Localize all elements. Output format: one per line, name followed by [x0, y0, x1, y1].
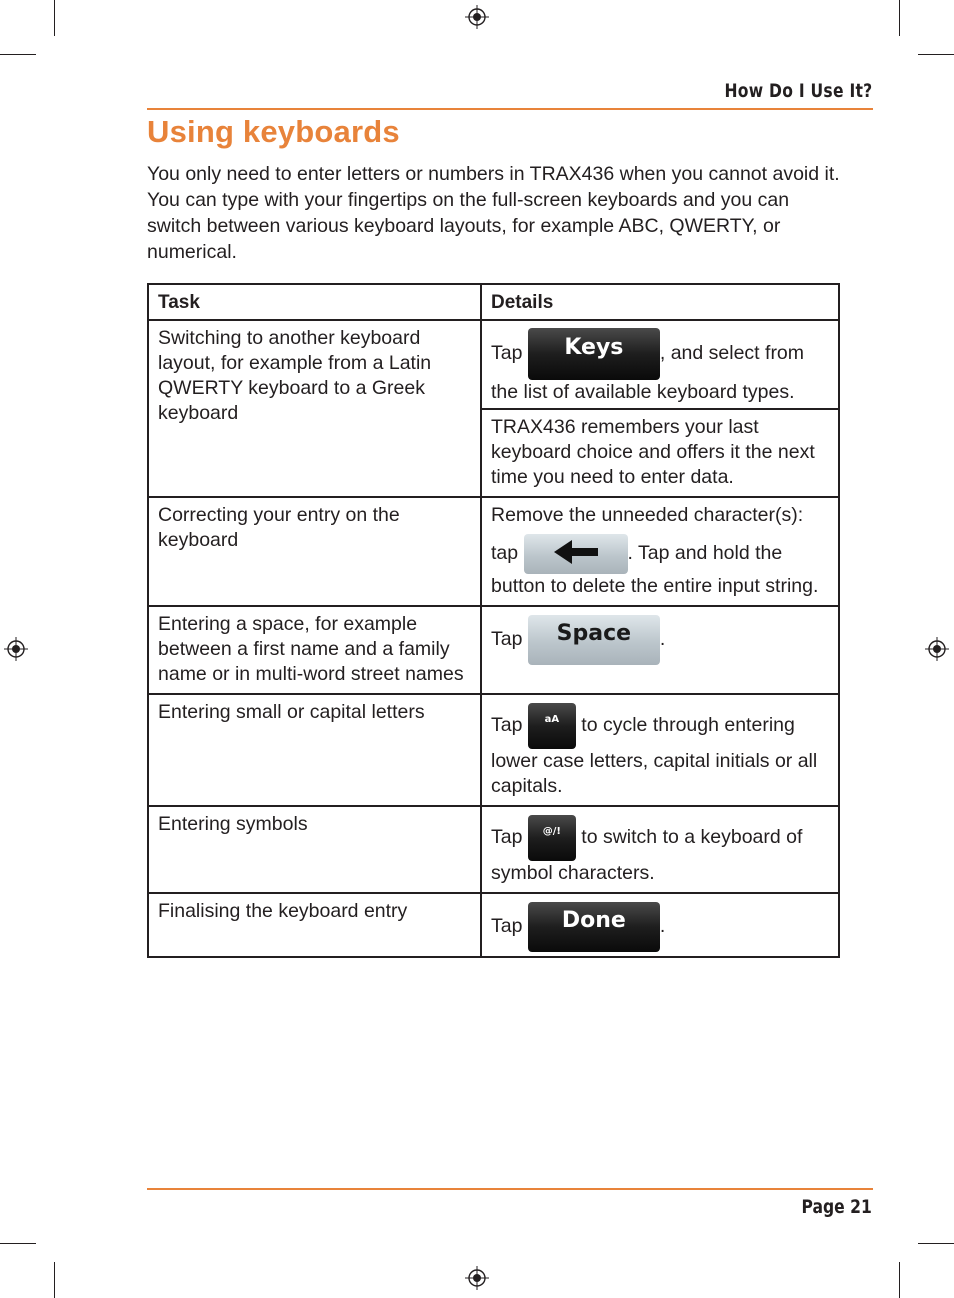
- crop-mark: [899, 1262, 900, 1298]
- registration-crosshair-icon: [465, 5, 489, 29]
- details-cell: Tap Done .: [481, 893, 839, 957]
- crop-mark: [54, 0, 55, 36]
- crop-mark: [918, 54, 954, 55]
- left-arrow-icon: [524, 534, 628, 574]
- keys-button: Keys: [528, 328, 660, 380]
- intro-paragraph: You only need to enter letters or numbers in TRAX436 when you cannot avoid it. You can type with your fingertips on the full-screen keyboards and you can switch between various keyboard layouts, for example ABC, QWERTY, or numerical.: [147, 163, 840, 263]
- crop-mark: [918, 1243, 954, 1244]
- space-button: Space: [528, 615, 660, 665]
- header-rule: [147, 108, 873, 110]
- details-cell: Tap aA to cycle through entering lower case letters, capital initials or all capitals.: [481, 694, 839, 806]
- table-row: [148, 694, 839, 806]
- task-cell: Switching to another keyboard layout, for example from a Latin QWERTY keyboard to a Greek keyboard: [148, 320, 481, 497]
- column-header-task: Task: [148, 284, 481, 320]
- details-cell: Tap Space .: [481, 606, 839, 694]
- case-toggle-button: aA: [528, 703, 576, 749]
- table-row: [148, 606, 839, 694]
- keyboard-tasks-table: [147, 283, 840, 958]
- task-cell: Correcting your entry on the keyboard: [148, 497, 481, 606]
- registration-crosshair-icon: [465, 1266, 489, 1290]
- details-cell: Tap @/! to switch to a keyboard of symbol characters.: [481, 806, 839, 893]
- task-cell: Entering a space, for example between a first name and a family name or in multi-word street names: [148, 606, 481, 694]
- backspace-button: [524, 534, 628, 574]
- crop-mark: [899, 0, 900, 36]
- column-header-details: Details: [481, 284, 839, 320]
- table-header-row: [148, 284, 839, 320]
- crop-mark: [0, 1243, 36, 1244]
- registration-crosshair-icon: [4, 637, 28, 661]
- details-cell: Remove the unneeded character(s): tap . Tap and hold the button to delete the entire input string.: [481, 497, 839, 606]
- table-row: [148, 320, 839, 409]
- crop-mark: [54, 1262, 55, 1298]
- footer-rule: [147, 1188, 873, 1190]
- details-cell: Tap Keys , and select from the list of available keyboard types.: [481, 320, 839, 409]
- task-cell: Entering small or capital letters: [148, 694, 481, 806]
- page-title: Using keyboards: [147, 114, 400, 149]
- details-cell: TRAX436 remembers your last keyboard choice and offers it the next time you need to enter data.: [481, 409, 839, 497]
- table-row: [148, 806, 839, 893]
- table-row: [148, 497, 839, 606]
- task-cell: Finalising the keyboard entry: [148, 893, 481, 957]
- page-number: Page 21: [801, 1196, 872, 1218]
- table-row: [148, 893, 839, 957]
- crop-mark: [0, 54, 36, 55]
- task-cell: Entering symbols: [148, 806, 481, 893]
- registration-crosshair-icon: [925, 637, 949, 661]
- done-button: Done: [528, 902, 660, 952]
- section-header: How Do I Use It?: [724, 80, 872, 102]
- symbols-button: @/!: [528, 815, 576, 861]
